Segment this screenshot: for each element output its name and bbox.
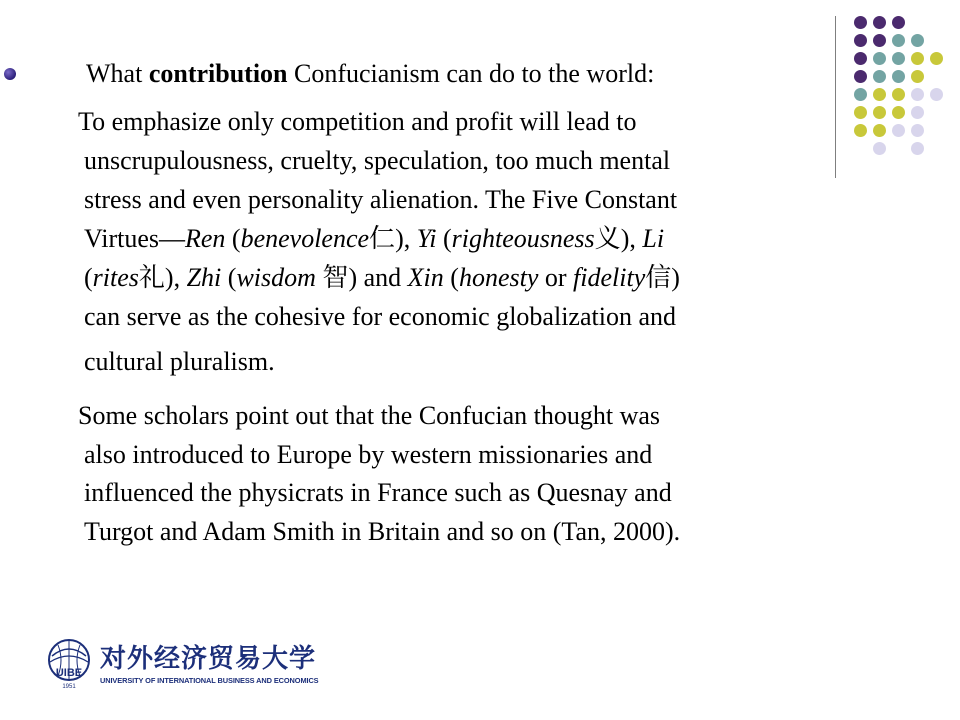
paragraph-line: (rites礼), Zhi (wisdom 智) and Xin (honesty or fidelity信) xyxy=(84,263,680,292)
deco-dot xyxy=(911,106,924,119)
deco-dot xyxy=(854,70,867,83)
deco-dot xyxy=(911,70,924,83)
deco-dot xyxy=(930,52,943,65)
deco-dot xyxy=(892,88,905,101)
paragraph-europe-influence xyxy=(78,397,681,551)
deco-dot xyxy=(873,142,886,155)
university-seal-icon xyxy=(44,636,94,690)
paragraph-line: stress and even personality alienation. The Five Constant xyxy=(84,185,678,214)
deco-dot xyxy=(854,124,867,137)
deco-dot xyxy=(854,106,867,119)
deco-dot xyxy=(892,52,905,65)
deco-dot xyxy=(892,106,905,119)
slide-heading: What contribution Confucianism can do to the world: xyxy=(86,59,655,88)
deco-dot xyxy=(873,34,886,47)
paragraph-line: Turgot and Adam Smith in Britain and so on (Tan, 2000). xyxy=(84,516,681,546)
bullet-icon xyxy=(4,68,16,80)
deco-dot xyxy=(892,34,905,47)
divider-line xyxy=(835,16,836,178)
deco-dot xyxy=(911,88,924,101)
deco-dot xyxy=(892,70,905,83)
paragraph-line: also introduced to Europe by western missionaries and xyxy=(84,439,653,469)
deco-dot xyxy=(854,88,867,101)
paragraph-line: To emphasize only competition and profit will lead to xyxy=(78,107,637,136)
deco-dot xyxy=(854,16,867,29)
paragraph-line: cultural pluralism. xyxy=(84,347,275,376)
paragraph-line: can serve as the cohesive for economic globalization and xyxy=(84,302,676,331)
deco-dot xyxy=(892,16,905,29)
deco-dot xyxy=(911,52,924,65)
university-logo xyxy=(44,636,319,692)
logo-english-name: UNIVERSITY OF INTERNATIONAL BUSINESS AND ECONOMICS xyxy=(100,676,319,685)
deco-dot xyxy=(873,106,886,119)
deco-dot xyxy=(930,88,943,101)
deco-dot xyxy=(873,16,886,29)
deco-dot xyxy=(873,88,886,101)
deco-dot xyxy=(911,142,924,155)
deco-dot xyxy=(892,124,905,137)
paragraph-line: Some scholars point out that the Confucian thought was xyxy=(78,401,661,430)
paragraph-confucian-virtues xyxy=(78,102,680,381)
paragraph-line: Virtues—Ren (benevolence仁), Yi (righteousness义), Li xyxy=(84,224,665,253)
deco-dot xyxy=(911,34,924,47)
deco-dot xyxy=(873,52,886,65)
paragraph-line: influenced the physicrats in France such as Quesnay and xyxy=(84,478,672,507)
deco-dot xyxy=(873,70,886,83)
deco-dot xyxy=(911,124,924,137)
deco-dot xyxy=(854,34,867,47)
logo-chinese-name: 对外经济贸易大学 xyxy=(100,644,317,674)
deco-dot xyxy=(854,52,867,65)
deco-dot xyxy=(873,124,886,137)
paragraph-line: unscrupulousness, cruelty, speculation, too much mental xyxy=(84,146,671,175)
seal-text: UIBE xyxy=(55,667,83,679)
seal-year: 1951 xyxy=(62,684,76,690)
